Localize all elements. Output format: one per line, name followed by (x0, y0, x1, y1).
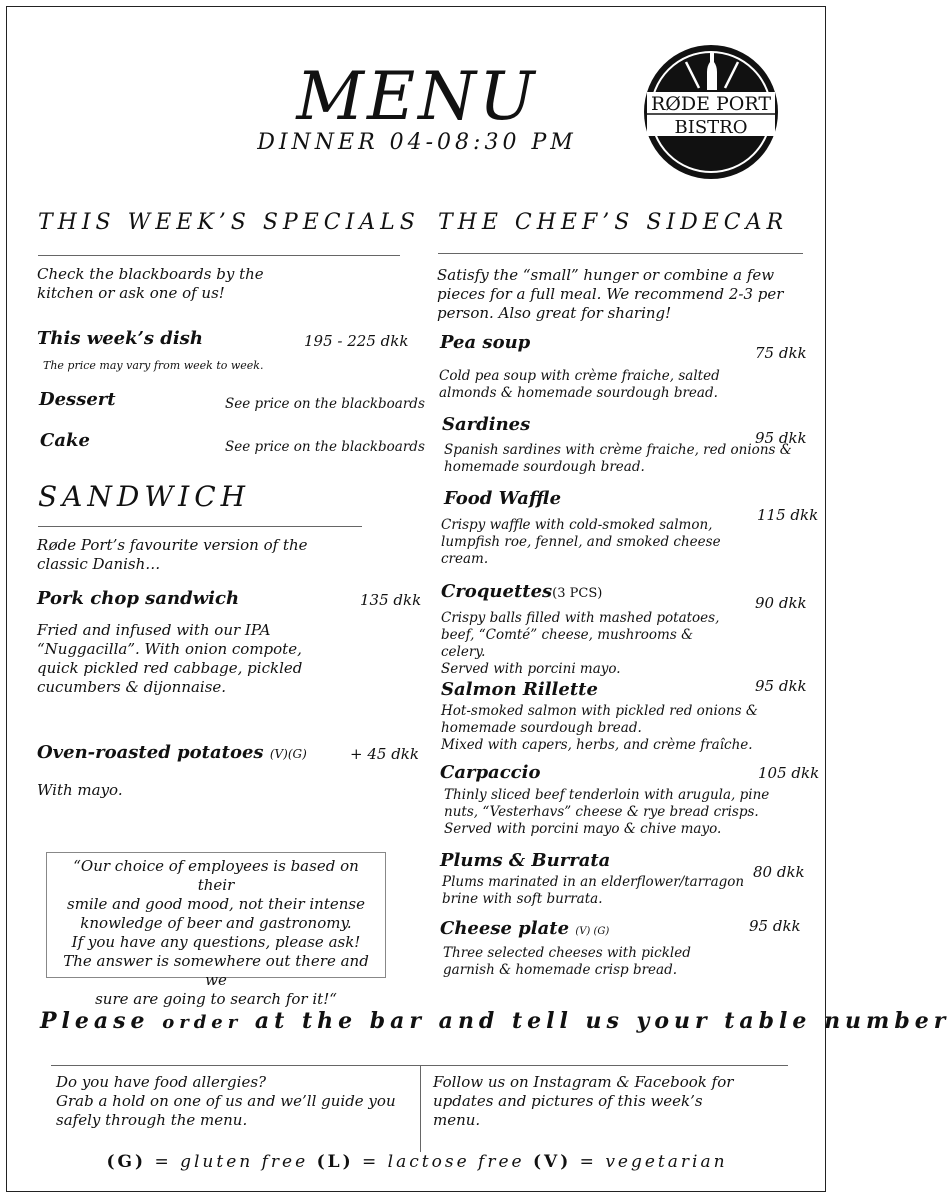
item-description: With mayo. (37, 781, 123, 799)
sandwich-rule (38, 526, 362, 527)
staff-quote-box: “Our choice of employees is based on their smile and good mood, not their intense knowledge of beer and gastronomy. If you have any questions, please ask! The answer is somewhere out there and we sure are going to search for it!“ (46, 852, 386, 978)
item-price: 95 dkk (749, 917, 801, 935)
item-name: Plums & Burrata (440, 850, 611, 871)
item-name: Dessert (39, 389, 116, 410)
item-description: Crispy balls filled with mashed potatoes, beef, “Comté” cheese, mushrooms & celery. Served with porcini mayo. (441, 610, 720, 677)
sandwich-intro: Røde Port’s favourite version of the classic Danish… (37, 536, 308, 573)
item-price: 195 - 225 dkk (304, 332, 409, 350)
item-description: Fried and infused with our IPA “Nuggacilla”. With onion compote, quick pickled red cabbage, pickled cucumbers & dijonnaise. (37, 621, 303, 696)
item-price: 95 dkk (755, 429, 807, 447)
item-price: 90 dkk (755, 594, 807, 612)
item-price: 95 dkk (755, 677, 807, 695)
sidecar-heading: THE CHEF’S SIDECAR (438, 210, 789, 235)
item-price: 115 dkk (757, 506, 819, 524)
item-name: Cheese plate (V) (G) (440, 918, 610, 939)
item-description: Thinly sliced beef tenderloin with arugula, pine nuts, “Vesterhavs” cheese & rye bread crisps. Served with porcini mayo & chive mayo. (444, 787, 770, 837)
menu-title: MENU (296, 58, 538, 135)
item-name: Sardines (442, 414, 531, 435)
social-note: Follow us on Instagram & Facebook for updates and pictures of this week’s menu. (433, 1073, 734, 1129)
item-name: Pork chop sandwich (37, 588, 240, 609)
item-price: 105 dkk (758, 764, 820, 782)
specials-rule (38, 255, 400, 256)
logo-name: RØDE PORT (650, 93, 772, 115)
sidecar-rule (438, 253, 803, 254)
piece-count: (3 PCS) (552, 586, 603, 601)
specials-heading: THIS WEEK’S SPECIALS (38, 210, 420, 235)
allergy-note: Do you have food allergies? Grab a hold on one of us and we’ll guide you safely through the menu. (56, 1073, 396, 1129)
order-instruction: Please order at the bar and tell us your table number (40, 1008, 950, 1034)
item-name: Cake (40, 430, 90, 451)
footer-divider (420, 1066, 421, 1152)
item-name: This week’s dish (37, 328, 203, 349)
item-name: Carpaccio (440, 762, 541, 783)
item-description: Hot-smoked salmon with pickled red onions & homemade sourdough bread. Mixed with capers, herbs, and crème fraîche. (441, 703, 758, 753)
menu-subtitle: DINNER 04-08:30 PM (257, 130, 577, 155)
item-name: Oven-roasted potatoes (V)(G) (37, 742, 307, 763)
item-description: Spanish sardines with crème fraiche, red onions & homemade sourdough bread. (444, 442, 792, 475)
item-name: Croquettes(3 PCS) (441, 581, 603, 602)
diet-tags: (V) (G) (575, 926, 610, 937)
diet-tags: (V)(G) (269, 747, 307, 761)
diet-legend: (G) = gluten free (L) = lactose free (V) = vegetarian (106, 1152, 728, 1172)
sidecar-intro: Satisfy the “small” hunger or combine a few pieces for a full meal. We recommend 2-3 per person. Also great for sharing! (437, 266, 784, 322)
sandwich-heading: SANDWICH (38, 480, 251, 513)
item-price: 80 dkk (753, 863, 805, 881)
item-description: Crispy waffle with cold-smoked salmon, lumpfish roe, fennel, and smoked cheese cream. (441, 517, 721, 567)
item-name: Food Waffle (444, 488, 562, 509)
item-price: 75 dkk (755, 344, 807, 362)
logo-sub: BISTRO (674, 117, 748, 138)
item-name: Pea soup (440, 332, 531, 353)
item-name: Salmon Rillette (441, 679, 598, 700)
item-price: See price on the blackboards (225, 439, 425, 455)
item-price: 135 dkk (360, 591, 422, 609)
item-price: + 45 dkk (350, 745, 419, 763)
item-description: Plums marinated in an elderflower/tarragon brine with soft burrata. (442, 874, 745, 907)
item-note: The price may vary from week to week. (43, 359, 264, 372)
specials-intro: Check the blackboards by the kitchen or ask one of us! (37, 265, 264, 302)
item-price: See price on the blackboards (225, 396, 425, 412)
item-description: Three selected cheeses with pickled garnish & homemade crisp bread. (443, 945, 691, 978)
rode-port-logo (641, 42, 781, 182)
item-description: Cold pea soup with crème fraiche, salted almonds & homemade sourdough bread. (439, 368, 720, 401)
